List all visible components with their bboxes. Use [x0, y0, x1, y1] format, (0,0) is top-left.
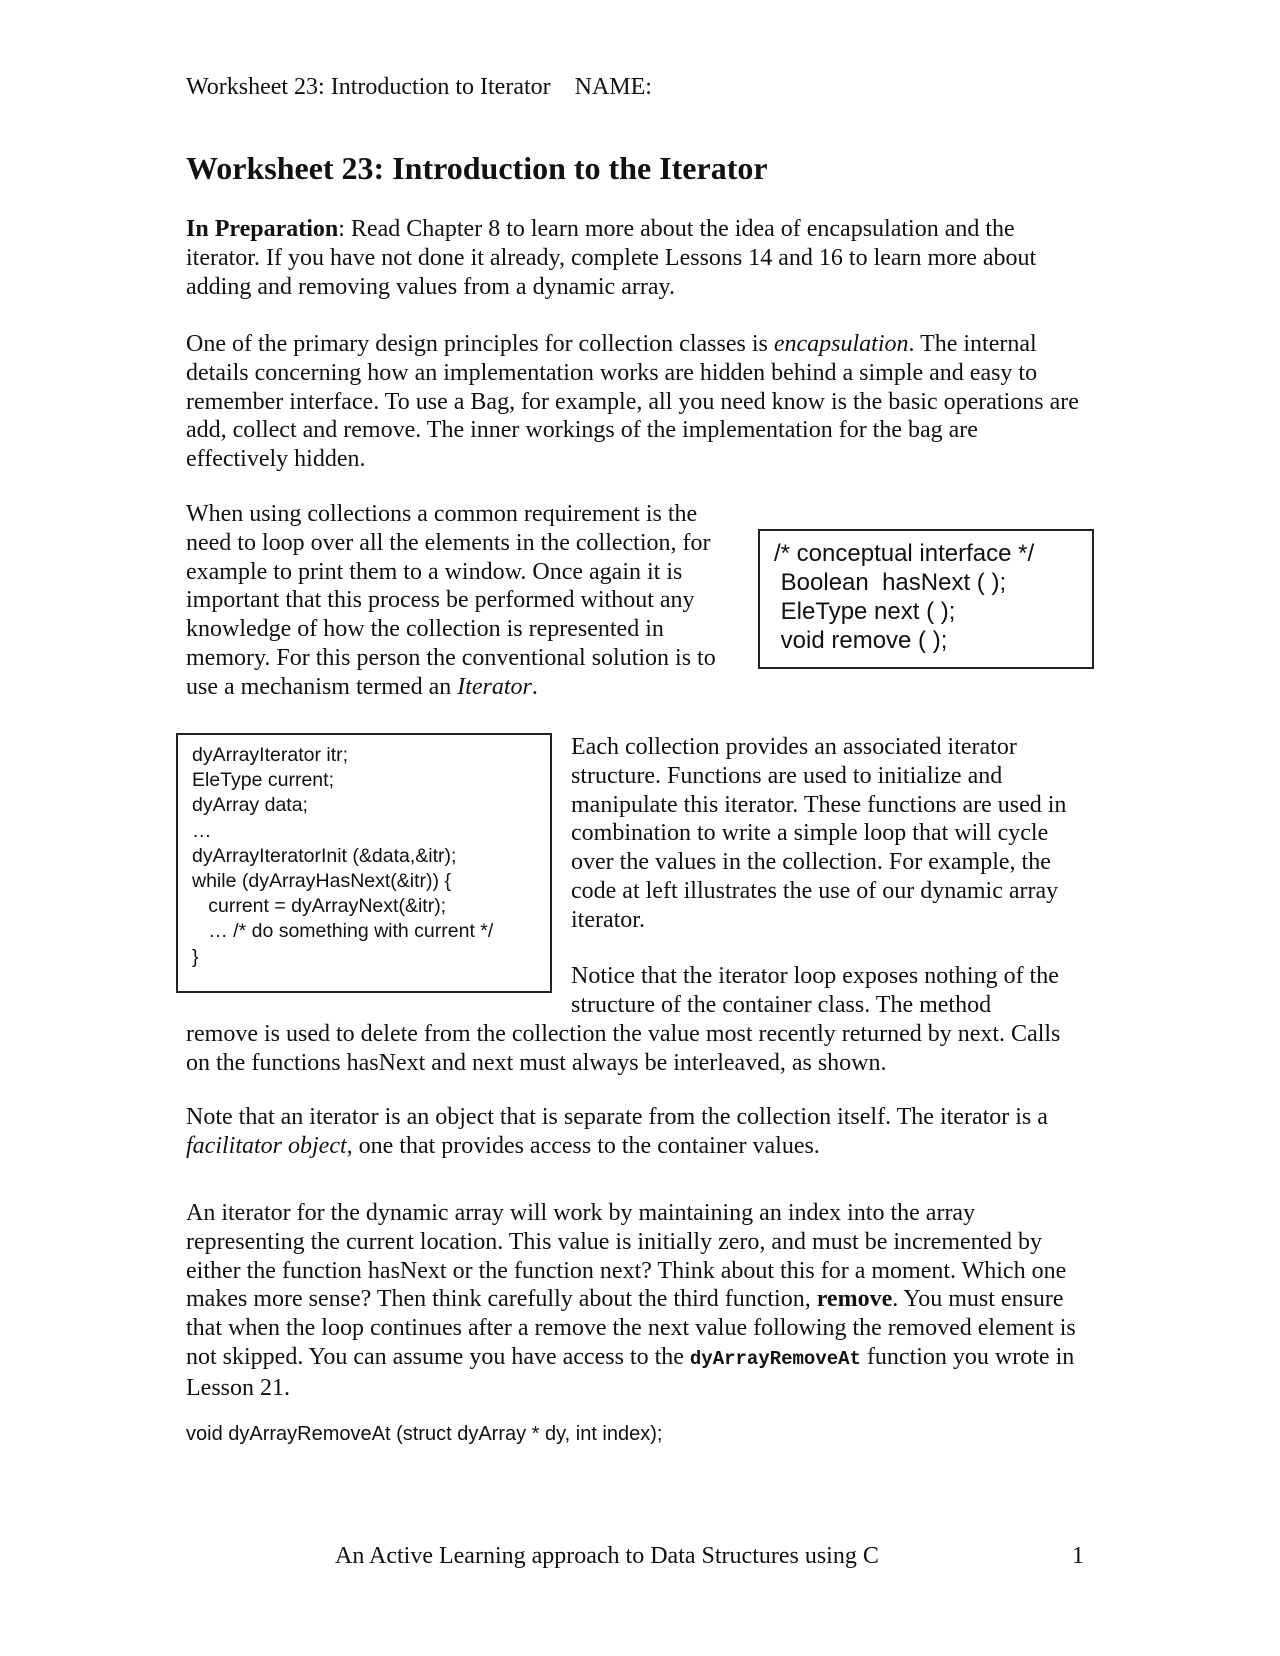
code-line: … — [192, 819, 212, 842]
remove-at-code-term: dyArrayRemoveAt — [689, 1347, 861, 1370]
encapsulation-term: encapsulation — [773, 331, 909, 357]
running-title: Worksheet 23: Introduction to Iterator — [186, 74, 551, 100]
interface-line: EleType next ( ); — [774, 598, 956, 625]
iterator-code-example-box — [176, 733, 552, 993]
preparation-label: In Preparation — [186, 216, 339, 242]
facilitator-text-before: Note that an iterator is an object that is separate from the collection itself. The iterator is a — [186, 1104, 1048, 1130]
page-number: 1 — [1072, 1543, 1084, 1569]
conceptual-interface-box — [758, 529, 1094, 669]
dynamic-array-paragraph — [186, 1199, 1086, 1403]
footer-text: An Active Learning approach to Data Structures using C — [335, 1543, 879, 1569]
interface-line: Boolean hasNext ( ); — [774, 569, 1007, 596]
notice-paragraph-part1: Notice that the iterator loop exposes nothing of the structure of the container class. The method — [571, 963, 1059, 1018]
each-collection-paragraph: Each collection provides an associated iterator structure. Functions are used to initialize and manipulate this iterator. These functions are used in combination to write a simple loop that will cycle over the values in the collection. For example, the code at left illustrates the use of our dynamic array iterator. — [571, 734, 1067, 933]
iterator-term: Iterator — [457, 673, 532, 700]
interface-line: void remove ( ); — [774, 627, 948, 654]
code-line: } — [192, 945, 199, 968]
code-line: dyArray data; — [192, 794, 308, 817]
code-line: while (dyArrayHasNext(&itr)) { — [192, 870, 451, 893]
function-signature: void dyArrayRemoveAt (struct dyArray * dy, int index); — [186, 1423, 663, 1445]
encapsulation-paragraph — [186, 330, 1086, 474]
page-title: Worksheet 23: Introduction to the Iterator — [186, 150, 768, 186]
dynamic-text-before: An iterator for the dynamic array will work by maintaining an index into the array representing the current location. This value is initially zero, and must be incremented by either the function hasNext or the function next? Think about this for a moment. Which one makes more sense? Then think carefully about the third function, — [186, 1200, 1067, 1313]
code-line: EleType current; — [192, 769, 334, 792]
code-line: … /* do something with current */ — [192, 920, 494, 943]
interface-line: /* conceptual interface */ — [774, 540, 1035, 567]
remove-term: remove — [816, 1286, 893, 1313]
facilitator-text-after: , one that provides access to the container values. — [346, 1132, 820, 1159]
facilitator-term: facilitator object — [186, 1132, 347, 1159]
code-line: dyArrayIterator itr; — [192, 744, 349, 766]
name-label: NAME: — [574, 74, 652, 100]
dynamic-text-after: function you wrote in Lesson 21. — [186, 1343, 1075, 1401]
code-line: dyArrayIteratorInit (&data,&itr); — [192, 844, 457, 867]
collections-paragraph — [186, 500, 731, 702]
preparation-paragraph — [186, 215, 1086, 301]
notice-paragraph-part2: remove is used to delete from the collection the value most recently returned by next. Calls on the functions hasNext and next must always be interleaved, as shown. — [186, 1021, 1061, 1076]
collections-text-after: . — [531, 673, 538, 700]
code-line: current = dyArrayNext(&itr); — [192, 895, 447, 918]
collections-text-before: When using collections a common requirement is the need to loop over all the elements in the collection, for example to print them to a window. Once again it is important that this process be performed without any knowledge of how the collection is represented in memory. For this person the conventional solution is to use a mechanism termed an — [186, 501, 716, 700]
facilitator-paragraph — [186, 1103, 1086, 1161]
encapsulation-text-after: . The internal details concerning how an implementation works are hidden behind a simple and easy to remember interface. To use a Bag, for example, all you need know is the basic operations are add, collect and remove. The inner workings of the implementation for the bag are effectively hidden. — [186, 331, 1079, 473]
dynamic-text-middle: . You must ensure that when the loop continues after a remove the next value following the removed element is not skipped. You can assume you have access to the — [186, 1286, 1076, 1370]
preparation-text: : Read Chapter 8 to learn more about the idea of encapsulation and the iterator. If you have not done it already, complete Lessons 14 and 16 to learn more about adding and removing values from a dynamic array. — [186, 216, 1037, 300]
encapsulation-text-before: One of the primary design principles for collection classes is — [186, 331, 774, 357]
running-header — [186, 74, 652, 101]
